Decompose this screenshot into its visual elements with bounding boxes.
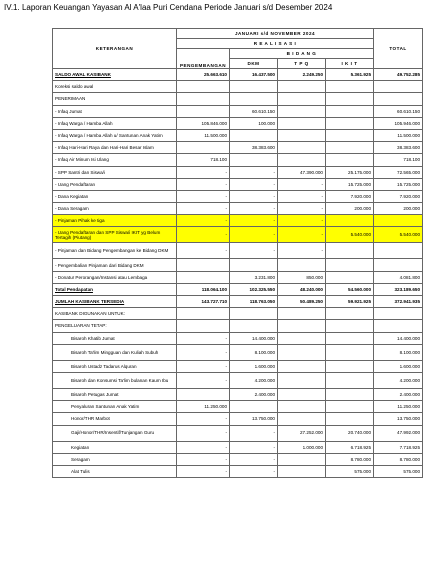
row-value: 8.100.000 — [230, 344, 278, 360]
row-value: 8.100.000 — [374, 344, 423, 360]
header-realisasi: R E A L I S A S I — [177, 39, 374, 49]
table-row — [53, 81, 423, 93]
row-value: 5.540.000 — [374, 227, 423, 243]
row-value — [374, 308, 423, 320]
row-value: 575.000 — [326, 465, 374, 477]
header-col-pengembangan: PENGEMBANGAN — [177, 49, 230, 69]
table-row — [53, 117, 423, 129]
row-value: - — [177, 227, 230, 243]
row-value: - — [278, 215, 326, 227]
table-row — [53, 388, 423, 400]
row-value: 8.780.000 — [374, 453, 423, 465]
row-value: 1.000.000 — [278, 441, 326, 453]
header-period: JANUARI s/d NOVEMBER 2024 — [177, 29, 374, 39]
header-total: TOTAL — [374, 29, 423, 69]
row-value — [278, 105, 326, 117]
row-value: 38.383.600 — [374, 142, 423, 154]
row-value: 718.100 — [374, 154, 423, 166]
row-value: 11.500.000 — [374, 129, 423, 141]
table-row — [53, 425, 423, 441]
row-label: Seragam — [53, 453, 177, 465]
table-row — [53, 93, 423, 105]
row-label: Bisaroh Ta'lim Mingguan dan Kuliah Subuh — [53, 344, 177, 360]
row-value — [326, 401, 374, 413]
row-label: - Pengembalian Pinjaman dari Bidang DKM — [53, 259, 177, 271]
row-value — [278, 372, 326, 388]
row-value — [326, 105, 374, 117]
row-value: 50.489.250 — [278, 296, 326, 308]
row-value — [230, 129, 278, 141]
row-value — [326, 360, 374, 372]
row-label: Koreksi saldo awal — [53, 81, 177, 93]
row-value: - — [177, 344, 230, 360]
row-value: 49.752.285 — [374, 69, 423, 81]
row-value: - — [177, 441, 230, 453]
row-value — [278, 320, 326, 332]
row-value: 15.725.000 — [374, 178, 423, 190]
row-label: Penyaluran Santunan Anak Yatim — [53, 401, 177, 413]
row-value — [374, 93, 423, 105]
table-row — [53, 372, 423, 388]
row-label: Honor/THR Marbot — [53, 413, 177, 425]
table-row — [53, 105, 423, 117]
row-label: - Uang Pendaftaran — [53, 178, 177, 190]
table-row — [53, 129, 423, 141]
row-value: 2.400.000 — [230, 388, 278, 400]
row-value: 14.400.000 — [230, 332, 278, 344]
row-value: 4.081.800 — [374, 271, 423, 283]
row-value: - — [230, 203, 278, 215]
row-value: 11.250.000 — [177, 401, 230, 413]
row-value — [278, 129, 326, 141]
row-value: 5.540.000 — [326, 227, 374, 243]
row-label: KASIBANK DIGUNAKAN UNTUK: — [53, 308, 177, 320]
table-row — [53, 178, 423, 190]
row-label: PENGELUARAN TETAP: — [53, 320, 177, 332]
row-value: 850.000 — [278, 271, 326, 283]
row-value: 15.725.000 — [326, 178, 374, 190]
row-label: - Donatur Perorangan/Instansi atau Lembaga — [53, 271, 177, 283]
row-value: 2.400.000 — [374, 388, 423, 400]
table-row — [53, 142, 423, 154]
financial-report-table — [52, 28, 423, 478]
table-row — [53, 465, 423, 477]
row-value — [177, 105, 230, 117]
report-title: IV.1. Laporan Keuangan Yayasan Al A'laa Puri Cendana Periode Januari s/d Desember 2024 — [4, 3, 333, 12]
row-value: - — [278, 243, 326, 259]
row-value: 5.361.925 — [326, 69, 374, 81]
row-value: 105.846.000 — [177, 117, 230, 129]
row-value: - — [230, 441, 278, 453]
row-value — [278, 93, 326, 105]
row-value — [326, 413, 374, 425]
row-label: Bisaroh Ustadz Tadarus Alquran — [53, 360, 177, 372]
row-value: 11.500.000 — [177, 129, 230, 141]
row-value — [278, 142, 326, 154]
row-value: 3.231.800 — [230, 271, 278, 283]
row-value — [326, 215, 374, 227]
row-value — [177, 388, 230, 400]
row-value — [326, 344, 374, 360]
row-label: Bisaroh Petugas Jumat — [53, 388, 177, 400]
row-value: - — [230, 215, 278, 227]
table-row — [53, 259, 423, 271]
row-value: 4.200.000 — [230, 372, 278, 388]
row-value: 54.560.000 — [326, 283, 374, 295]
row-value — [326, 320, 374, 332]
row-value: - — [278, 203, 326, 215]
row-label: Kegiatan — [53, 441, 177, 453]
row-value — [326, 388, 374, 400]
row-value: - — [177, 243, 230, 259]
row-value: 13.750.000 — [374, 413, 423, 425]
row-label: PENERIMAAN — [53, 93, 177, 105]
row-label: - Dana Seragam — [53, 203, 177, 215]
row-value — [230, 320, 278, 332]
row-value: - — [177, 215, 230, 227]
row-value: 118.763.050 — [230, 296, 278, 308]
row-value: 13.750.000 — [230, 413, 278, 425]
row-value — [326, 259, 374, 271]
row-value — [177, 271, 230, 283]
row-value: - — [278, 190, 326, 202]
row-value: 6.718.925 — [326, 441, 374, 453]
table-row — [53, 154, 423, 166]
row-value — [278, 453, 326, 465]
row-value — [230, 259, 278, 271]
row-value — [278, 259, 326, 271]
row-value — [326, 142, 374, 154]
row-value — [230, 154, 278, 166]
row-value — [278, 465, 326, 477]
row-value: - — [230, 166, 278, 178]
row-value: 1.600.000 — [374, 360, 423, 372]
row-label: Bisaroh Khatib Jumat — [53, 332, 177, 344]
row-value — [326, 81, 374, 93]
row-value — [374, 81, 423, 93]
row-value — [230, 81, 278, 93]
row-value: - — [230, 243, 278, 259]
row-value: 2.249.250 — [278, 69, 326, 81]
row-value: 38.383.600 — [230, 142, 278, 154]
row-label: - Pinjaman Pihak ke tiga — [53, 215, 177, 227]
row-value: - — [177, 413, 230, 425]
row-value: - — [230, 425, 278, 441]
row-value: 575.000 — [374, 465, 423, 477]
row-label: Gaji/Honor/THR/Insentif/Tunjangan Guru — [53, 425, 177, 441]
row-value — [278, 117, 326, 129]
table-row — [53, 332, 423, 344]
row-value: 8.780.000 — [326, 453, 374, 465]
row-value: 105.946.000 — [374, 117, 423, 129]
row-value: 1.600.000 — [230, 360, 278, 372]
row-value — [278, 401, 326, 413]
row-label: Bisaroh dan Konsumsi Ta'lim bulanan Kaum Ibu — [53, 372, 177, 388]
row-value — [177, 320, 230, 332]
row-value: - — [278, 227, 326, 243]
row-value: 323.189.650 — [374, 283, 423, 295]
table-row — [53, 243, 423, 259]
row-value — [230, 93, 278, 105]
header-bidang: B I D A N G — [230, 49, 374, 59]
row-value — [326, 93, 374, 105]
row-value: 47.992.000 — [374, 425, 423, 441]
row-value: - — [177, 178, 230, 190]
table-row — [53, 190, 423, 202]
row-value: 47.390.000 — [278, 166, 326, 178]
row-label: - SPP Santri dan Siswa/i — [53, 166, 177, 178]
row-value: 7.920.000 — [374, 190, 423, 202]
row-value: - — [177, 203, 230, 215]
row-value: 4.200.000 — [374, 372, 423, 388]
table-row — [53, 413, 423, 425]
row-value — [278, 360, 326, 372]
header-col-ikit: I K I T — [326, 59, 374, 69]
row-value — [326, 243, 374, 259]
row-value: 200.000 — [326, 203, 374, 215]
row-label: - Infaq Warga / Hamba Allah — [53, 117, 177, 129]
table-row — [53, 166, 423, 178]
table-row — [53, 296, 423, 308]
row-label: - Pinjaman dan Bidang Pengembangan ke Bidang DKM — [53, 243, 177, 259]
row-value — [278, 388, 326, 400]
row-value: - — [230, 227, 278, 243]
table-row — [53, 453, 423, 465]
row-value: - — [278, 178, 326, 190]
table-row — [53, 360, 423, 372]
row-value: - — [177, 166, 230, 178]
row-value — [177, 259, 230, 271]
row-value: - — [177, 453, 230, 465]
row-value: 16.437.500 — [230, 69, 278, 81]
row-value — [177, 93, 230, 105]
row-label: Alat Tulis — [53, 465, 177, 477]
row-value: 7.718.925 — [374, 441, 423, 453]
table-row — [53, 401, 423, 413]
row-value: 27.252.000 — [278, 425, 326, 441]
row-value — [230, 308, 278, 320]
row-label: SALDO AWAL KASIBANK — [53, 69, 177, 81]
row-value — [177, 142, 230, 154]
row-value: 200.000 — [374, 203, 423, 215]
row-value: 7.920.000 — [326, 190, 374, 202]
row-label: JUMLAH KASIBANK TERSEDIA — [53, 296, 177, 308]
row-value — [177, 81, 230, 93]
row-label: - Infaq Jumat — [53, 105, 177, 117]
row-value: 25.663.610 — [177, 69, 230, 81]
row-value: 60.610.150 — [230, 105, 278, 117]
row-value: 372.941.935 — [374, 296, 423, 308]
header-col-tpq: T P Q — [278, 59, 326, 69]
table-row — [53, 215, 423, 227]
table-row — [53, 308, 423, 320]
row-value: 72.565.000 — [374, 166, 423, 178]
row-value — [326, 117, 374, 129]
table-row — [53, 441, 423, 453]
row-label: Total Pendapatan — [53, 283, 177, 295]
row-value — [278, 413, 326, 425]
row-value — [278, 154, 326, 166]
row-value — [230, 401, 278, 413]
row-value — [374, 215, 423, 227]
row-value: - — [177, 465, 230, 477]
table-row — [53, 320, 423, 332]
row-value: 59.921.925 — [326, 296, 374, 308]
row-value — [374, 243, 423, 259]
row-value — [278, 308, 326, 320]
row-value: 25.175.000 — [326, 166, 374, 178]
row-value: 11.250.000 — [374, 401, 423, 413]
table-row — [53, 344, 423, 360]
header-col-dkm: DKM — [230, 59, 278, 69]
row-value: 118.064.100 — [177, 283, 230, 295]
row-value: 718.100 — [177, 154, 230, 166]
row-value — [278, 81, 326, 93]
row-value: - — [230, 178, 278, 190]
row-value: 48.240.000 — [278, 283, 326, 295]
table-row — [53, 69, 423, 81]
row-label: - Infaq Air Minum Isi Ulang — [53, 154, 177, 166]
row-value — [374, 259, 423, 271]
row-value: - — [177, 425, 230, 441]
row-value — [177, 308, 230, 320]
row-value: 100.000 — [230, 117, 278, 129]
row-label: - Infaq Warga / Hamba Allah u/ Santunan Anak Yatim — [53, 129, 177, 141]
row-value: - — [230, 190, 278, 202]
row-value — [326, 129, 374, 141]
row-value: - — [177, 332, 230, 344]
header-keterangan: KETERANGAN — [53, 29, 177, 69]
row-value: - — [177, 360, 230, 372]
row-value: - — [230, 453, 278, 465]
row-value — [278, 332, 326, 344]
row-value — [326, 372, 374, 388]
row-value: 60.610.150 — [374, 105, 423, 117]
table-row — [53, 283, 423, 295]
row-value — [374, 320, 423, 332]
row-value: - — [230, 465, 278, 477]
table-row — [53, 271, 423, 283]
table-row — [53, 227, 423, 243]
row-value — [326, 308, 374, 320]
row-label: - Uang Pendaftaran dan SPP Siswa/i IKIT yg Belum Tertagih (Piutang) — [53, 227, 177, 243]
row-value: - — [177, 190, 230, 202]
row-value — [326, 332, 374, 344]
row-value — [326, 154, 374, 166]
row-value: 102.325.550 — [230, 283, 278, 295]
row-label: - Dana Kegiatan — [53, 190, 177, 202]
row-value: - — [177, 372, 230, 388]
row-value: 143.727.710 — [177, 296, 230, 308]
row-label: - Infaq Hari-Hari Raya dan Hari-Hari Besar Islam — [53, 142, 177, 154]
table-row — [53, 203, 423, 215]
row-value — [278, 344, 326, 360]
row-value — [326, 271, 374, 283]
row-value: 14.400.000 — [374, 332, 423, 344]
row-value: 20.740.000 — [326, 425, 374, 441]
